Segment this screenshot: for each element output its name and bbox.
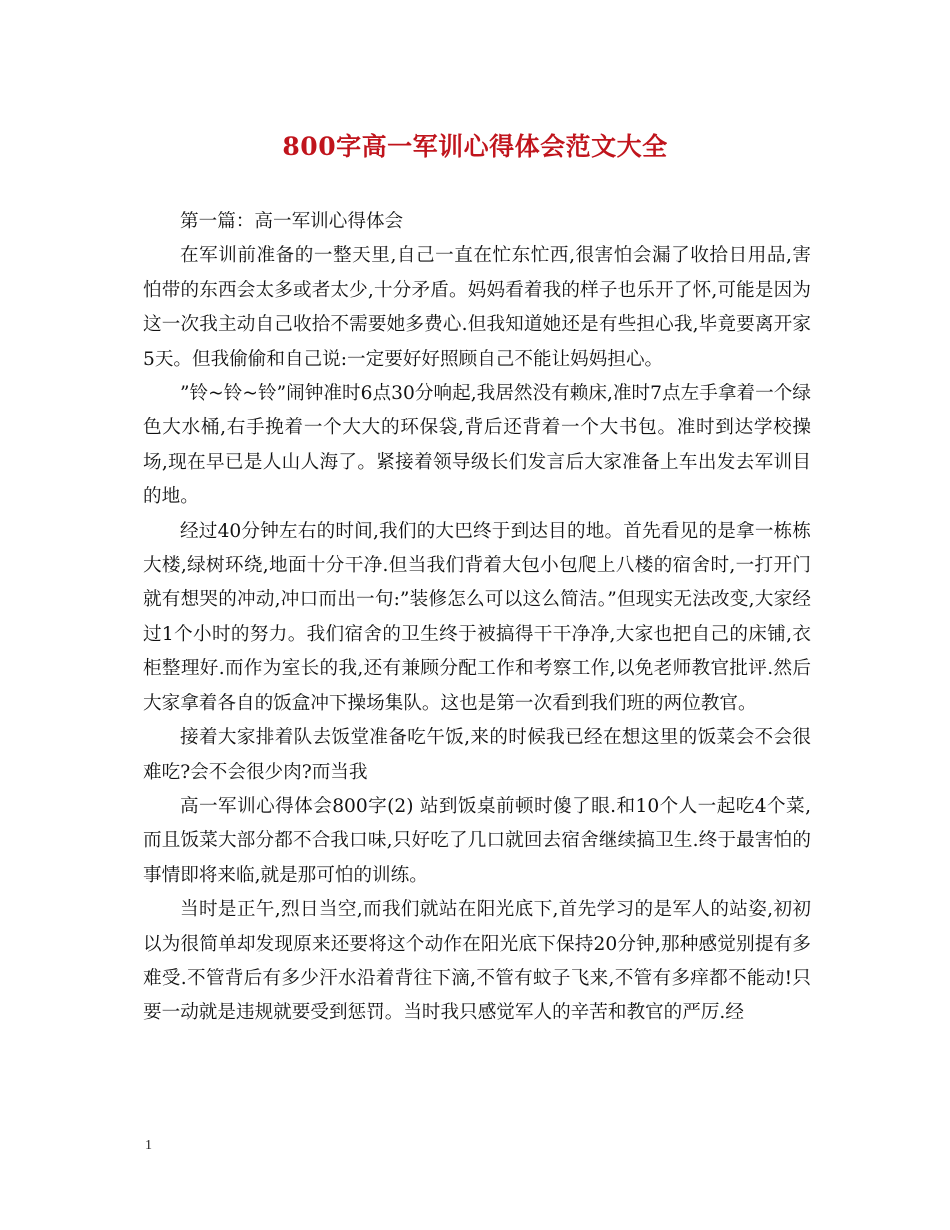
document-body bbox=[143, 205, 811, 1031]
body-paragraph: 接着大家排着队去饭堂准备吃午饭,来的时候我已经在想这里的饭菜会不会很难吃?会不会很少肉?而当我 bbox=[143, 727, 811, 783]
body-paragraph: ”铃~铃~铃”闹钟准时6点30分响起,我居然没有赖床,准时7点左手拿着一个绿色大水桶,右手挽着一个大大的环保袋,背后还背着一个大书包。准时到达学校操场,现在早已是人山人海了。紧接着领导级长们发言后大家准备上车出发去军训目的地。 bbox=[143, 383, 811, 508]
page-number: 1 bbox=[145, 1138, 152, 1153]
body-paragraph: 高一军训心得体会800字(2) 站到饭桌前顿时傻了眼.和10个人一起吃4个菜,而且饭菜大部分都不合我口味,只好吃了几口就回去宿舍继续搞卫生.终于最害怕的事情即将来临,就是那可怕的训练。 bbox=[143, 795, 811, 886]
body-paragraph: 经过40分钟左右的时间,我们的大巴终于到达目的地。首先看见的是拿一栋栋大楼,绿树环绕,地面十分干净.但当我们背着大包小包爬上八楼的宿舍时,一打开门就有想哭的冲动,冲口而出一句:”装修怎么可以这么简洁。”但现实无法改变,大家经过1个小时的努力。我们宿舍的卫生终于被搞得干干净净,大家也把自己的床铺,衣柜整理好.而作为室长的我,还有兼顾分配工作和考察工作,以免老师教官批评.然后大家拿着各自的饭盒冲下操场集队。这也是第一次看到我们班的两位教官。 bbox=[143, 520, 811, 714]
section-heading: 第一篇：高一军训心得体会 bbox=[180, 211, 404, 232]
body-paragraph: 当时是正午,烈日当空,而我们就站在阳光底下,首先学习的是军人的站姿,初初以为很简单却发现原来还要将这个动作在阳光底下保持20分钟,那种感觉别提有多难受.不管背后有多少汗水沿着背往下滴,不管有蚊子飞来,不管有多痒都不能动!只要一动就是违规就要受到惩罚。当时我只感觉军人的辛苦和教官的严厉.经 bbox=[143, 899, 811, 1024]
document-title: 800字高一军训心得体会范文大全 bbox=[282, 132, 668, 161]
body-paragraph: 在军训前准备的一整天里,自己一直在忙东忙西,很害怕会漏了收拾日用品,害怕带的东西会太多或者太少,十分矛盾。妈妈看着我的样子也乐开了怀,可能是因为这一次我主动自己收拾不需要她多费心.但我知道她还是有些担心我,毕竟要离开家5天。但我偷偷和自己说:一定要好好照顾自己不能让妈妈担心。 bbox=[143, 245, 811, 370]
